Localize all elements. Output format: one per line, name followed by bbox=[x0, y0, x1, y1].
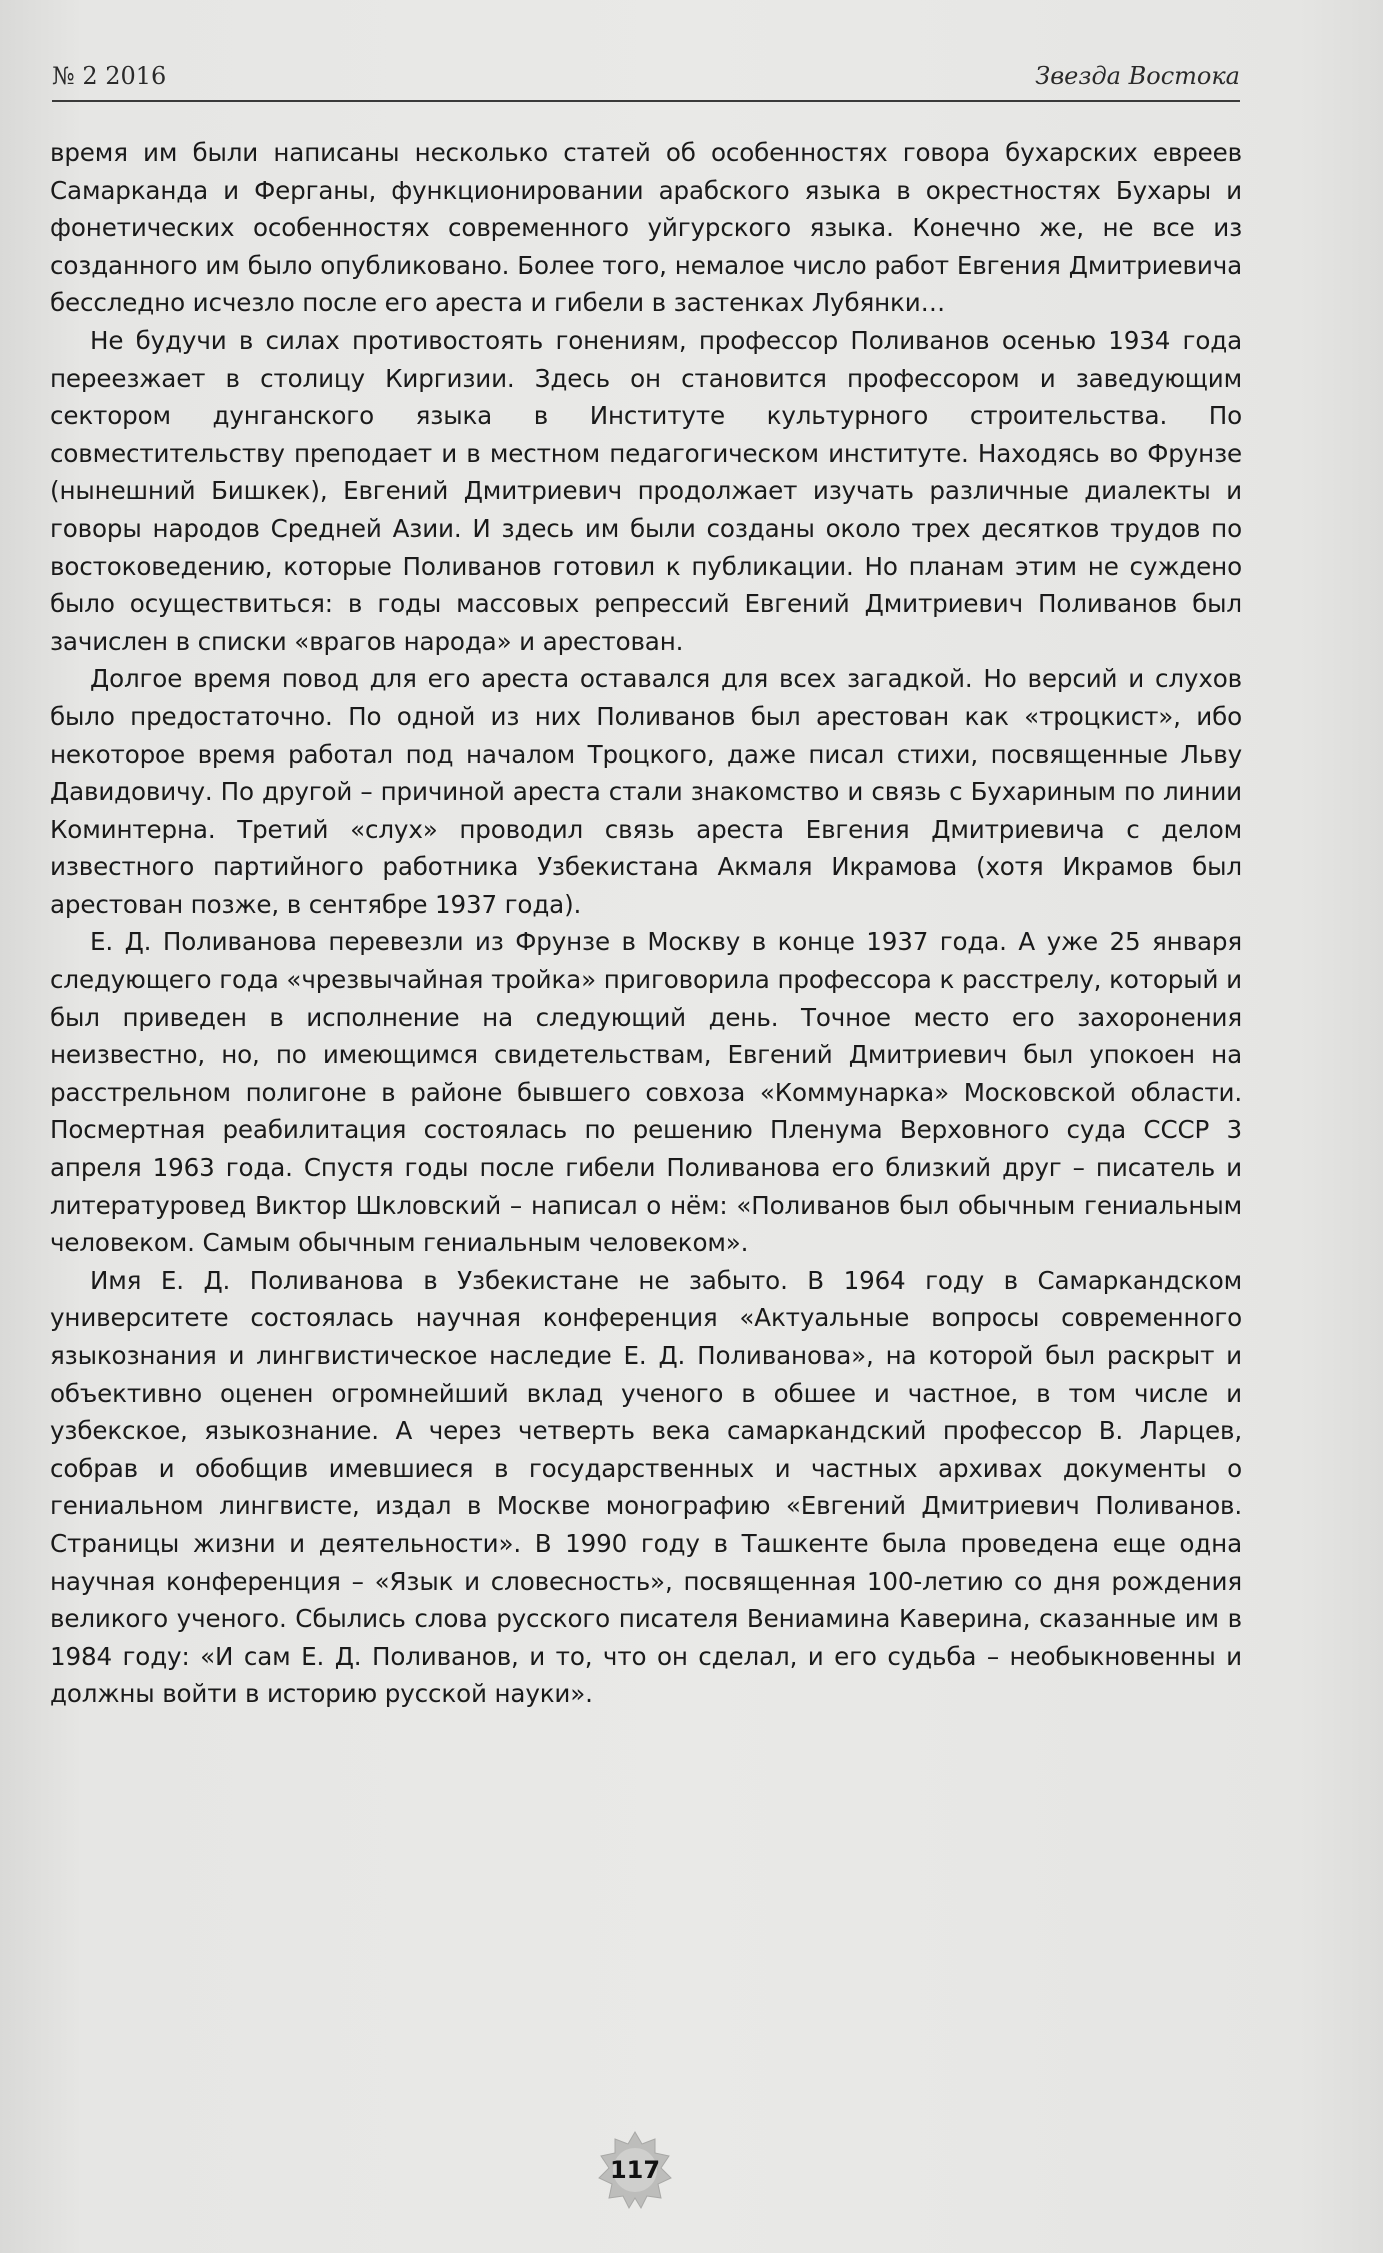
page-number: 117 bbox=[609, 2156, 661, 2184]
page-number-badge bbox=[595, 2130, 675, 2210]
paragraph: время им были написаны несколько статей об особенностях говора бухарских евреев Самарканда и Ферганы, функционировании арабского языка в окрестностях Бухары и фонетических особенностях современного уйгурского языка. Конечно же, не все из созданного им было опубликовано. Более того, немалое число работ Евгения Дмитриевича бесследно исчезло после его ареста и гибели в застенках Лубянки… bbox=[50, 138, 1242, 318]
paragraph: Не будучи в силах противостоять гонениям, профессор Поливанов осенью 1934 года переезжает в столицу Киргизии. Здесь он становится профессором и заведующим сектором дунганского языка в Институте культурного строительства. По совместительству преподает и в местном педагогическом институте. Находясь во Фрунзе (нынешний Бишкек), Евгений Дмитриевич продолжает изучать различные диалекты и говоры народов Средней Азии. И здесь им были созданы около трех десятков трудов по востоковедению, которые Поливанов готовил к публикации. Но планам этим не суждено было осуществиться: в годы массовых репрессий Евгений Дмитриевич Поливанов был зачислен в списки «врагов народа» и арестован. bbox=[50, 325, 1242, 656]
paragraph: Е. Д. Поливанова перевезли из Фрунзе в Москву в конце 1937 года. А уже 25 января следующего года «чрезвычайная тройка» приговорила профессора к расстрелу, который и был приведен в исполнение на следующий день. Точное место его захоронения неизвестно, но, по имеющимся свидетельствам, Евгений Дмитриевич был упокоен на расстрельном полигоне в районе бывшего совхоза «Коммунарка» Московской области. Посмертная реабилитация состоялась по решению Пленума Верховного суда СССР 3 апреля 1963 года. Спустя годы после гибели Поливанова его близкий друг – писатель и литературовед Виктор Шкловский – написал о нём: «Поливанов был обычным гениальным человеком. Самым обычным гениальным человеком». bbox=[50, 927, 1242, 1258]
running-header bbox=[52, 60, 1240, 102]
paragraph: Имя Е. Д. Поливанова в Узбекистане не забыто. В 1964 году в Самаркандском университете состоялась научная конференция «Актуальные вопросы современного языкознания и лингвистическое наследие Е. Д. Поливанова», на которой был раскрыт и объективно оценен огромнейший вклад ученого в обшее и частное, в том числе и узбекское, языкознание. А через четверть века самаркандский профессор В. Ларцев, собрав и обобщив имевшиеся в государственных и частных архивах документы о гениальном лингвисте, издал в Москве монографию «Евгений Дмитриевич Поливанов. Страницы жизни и деятельности». В 1990 году в Ташкенте была проведена еще одна научная конференция – «Язык и словесность», посвященная 100-летию со дня рождения великого ученого. Сбылись слова русского писателя Вениамина Каверина, сказанные им в 1984 году: «И сам Е. Д. Поливанов, и то, что он сделал, и его судьба – необыкновенны и должны войти в историю русской науки». bbox=[50, 1265, 1242, 1709]
paragraph: Долгое время повод для его ареста оставался для всех загадкой. Но версий и слухов было предостаточно. По одной из них Поливанов был арестован как «троцкист», ибо некоторое время работал под началом Троцкого, даже писал стихи, посвященные Льву Давидовичу. По другой – причиной ареста стали знакомство и связь с Бухариным по линии Коминтерна. Третий «слух» проводил связь ареста Евгения Дмитриевича с делом известного партийного работника Узбекистана Акмаля Икрамова (хотя Икрамов был арестован позже, в сентябре 1937 года). bbox=[50, 664, 1242, 919]
issue-number: № 2 2016 bbox=[52, 62, 167, 90]
journal-title: Звезда Востока bbox=[1035, 62, 1240, 90]
article-body bbox=[50, 134, 1242, 1713]
